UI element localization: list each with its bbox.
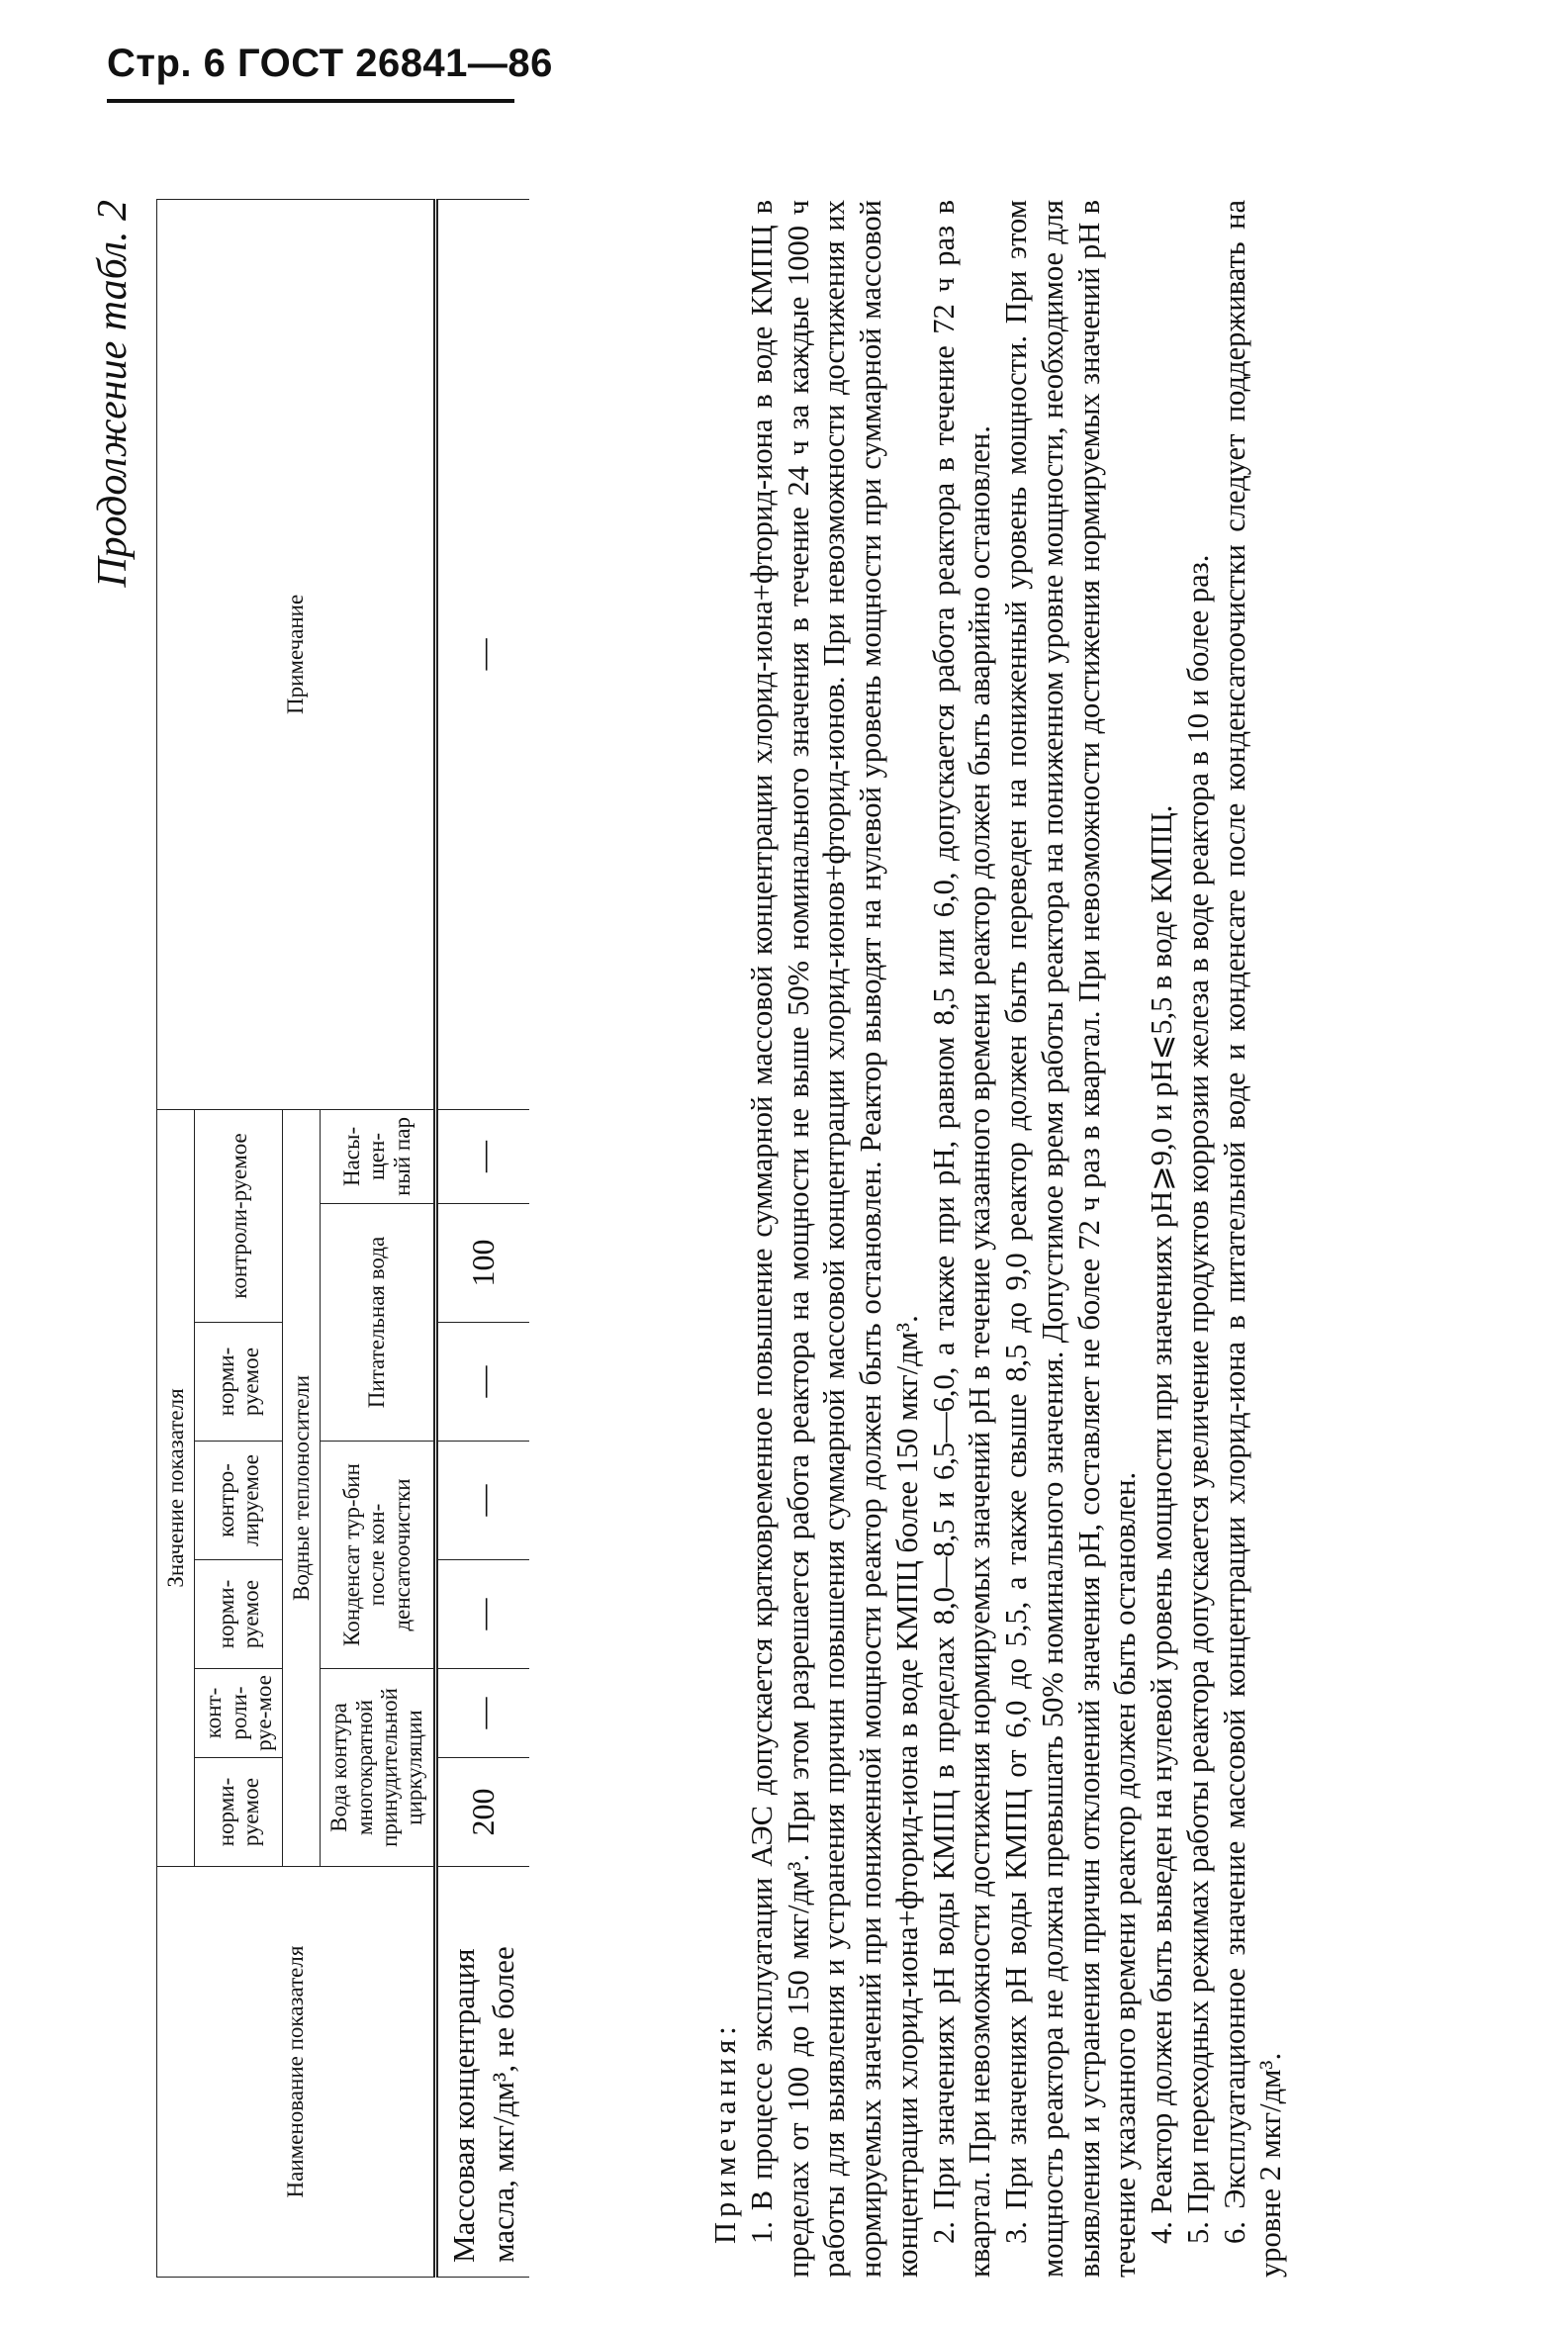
column-header-controlled: контро-лируемое xyxy=(195,1442,283,1560)
rotated-page-body xyxy=(89,160,1454,2297)
continued-label: Продолжение табл. 2 xyxy=(90,200,136,588)
note-paragraph: 6. Эксплуатационное значение массовой концентрации хлорид-иона в питательной воде и конденсате после конденсатоочистки следует поддерживать на уровне 2 мкг/дм³. xyxy=(1217,200,1288,2278)
page-header xyxy=(107,42,553,113)
note-paragraph: 4. Реактор должен быть выведен на нулевой уровень мощности при значениях pH⩾9,0 и pH⩽5,5 в воде КМПЦ. xyxy=(1145,804,1178,2244)
notes-section xyxy=(707,200,1289,2278)
column-header-circuit-water: Вода контура многократной принудительной циркуляции xyxy=(321,1669,435,1867)
table-cell-note: — xyxy=(435,199,529,1109)
column-header-saturated-steam: Насы-щен-ный пар xyxy=(321,1109,435,1203)
note-paragraph: 3. При значениях pH воды КМПЦ от 6,0 до 5,5, а также свыше 8,5 до 9,0 реактор должен быть переведен на пониженный уровень мощности. При этом мощность реактора не должна превышать 50% номинального значения. Допустимое время работы реактора на пониженном уровне мощности, необходимое для выявления и устранения причин отклонений значения pH, составляет не более 72 ч раз в квартал. При невозможности достижения нормируемых значений pH в течение указанного времени реактор должен быть остановлен. xyxy=(999,200,1143,2278)
table-cell: 200 xyxy=(435,1758,529,1867)
table-row xyxy=(435,199,529,2277)
column-header-controlled: контроли-руемое xyxy=(195,1109,283,1322)
table-cell: — xyxy=(435,1323,529,1442)
table-cell: — xyxy=(435,1560,529,1669)
note-paragraph: 2. При значениях pH воды КМПЦ в пределах 8,0—8,5 и 6,5—6,0, а также при pH, равном 8,5 или 6,0, допускается работа реактора в течение 72 ч раз в квартал. При невозможности достижения нормируемых значений pH в течение указанного времени реактор должен быть аварийно остановлен. xyxy=(926,200,997,2278)
header-rule xyxy=(107,99,514,103)
notes-title: Примечания: xyxy=(708,2021,742,2244)
table-cell: — xyxy=(435,1442,529,1560)
column-header-controlled: конт-роли-руе-мое xyxy=(195,1669,283,1758)
table-cell: 100 xyxy=(435,1204,529,1323)
column-header-values: Значение показателя xyxy=(157,1109,195,1866)
column-header-normed: норми-руемое xyxy=(195,1560,283,1669)
column-header-turbine-condensate: Конденсат тур-бин после кон-денсатоочистки xyxy=(321,1442,435,1669)
column-header-water-coolants: Водные теплоносители xyxy=(283,1109,321,1866)
column-header-feed-water: Питательная вода xyxy=(321,1204,435,1442)
row-name: Массовая концентрация масла, мкг/дм³, не более xyxy=(435,1867,529,2278)
indicators-table xyxy=(156,199,529,2278)
column-header-normed: норми-руемое xyxy=(195,1323,283,1442)
note-paragraph: 1. В процессе эксплуатации АЭС допускается кратковременное повышение суммарной массовой концентрации хлорид-иона+фторид-иона в воде КМПЦ в пределах от 100 до 150 мкг/дм³. При этом разрешается работа реактора на мощности не выше 50% номинального значения в течение 24 ч за каждые 1000 ч работы для выявления и устранения причин повышения суммарной массовой концентрации хлорид-ионов+фторид-ионов. При невозможности достижения их нормируемых значений при пониженной мощности реактор должен быть остановлен. Реактор выводят на нулевой уровень мощности при суммарной массовой концентрации хлорид-иона+фторид-иона в воде КМПЦ более 150 мкг/дм³. xyxy=(744,200,924,2278)
table-cell: — xyxy=(435,1109,529,1203)
column-header-normed: норми-руемое xyxy=(195,1758,283,1867)
column-header-note: Примечание xyxy=(157,199,436,1109)
note-paragraph: 5. При переходных режимах работы реактора допускается увеличение продуктов коррозии железа в воде реактора в 10 и более раз. xyxy=(1180,554,1215,2244)
column-header-name: Наименование показателя xyxy=(157,1867,436,2278)
page-label: Стр. 6 ГОСТ 26841—86 xyxy=(107,42,553,85)
table-cell: — xyxy=(435,1669,529,1758)
